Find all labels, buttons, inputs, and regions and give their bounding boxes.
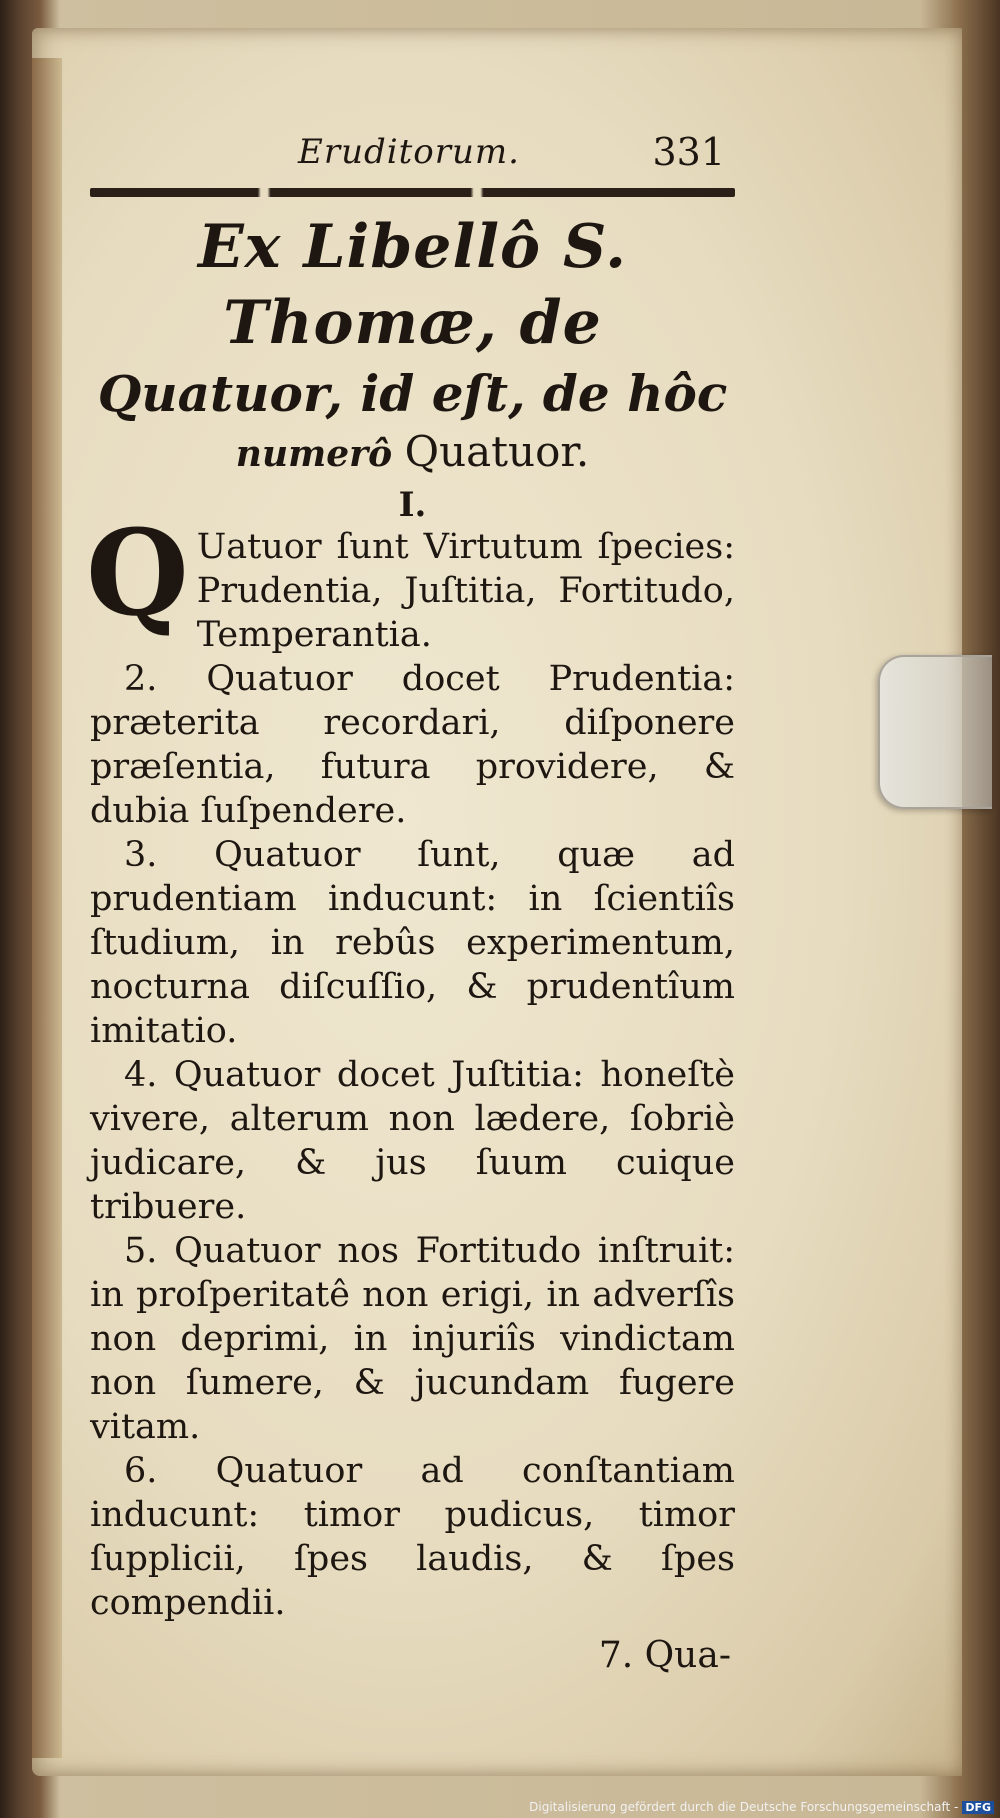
drop-cap: Q bbox=[86, 503, 189, 642]
page-number: 331 bbox=[652, 130, 725, 174]
paragraph-3: 3. Quatuor ſunt, quæ ad prudentiam inducunt: in ſcientiîs ſtudium, in rebûs experimentum, nocturna diſcuſſio, & prudentîum imitatio. bbox=[90, 835, 735, 1051]
paragraph-2: 2. Quatuor docet Prudentia: præterita recordari, diſponere præſentia, futura providere, & dubia ſuſpendere. bbox=[90, 659, 735, 831]
page-clip bbox=[878, 655, 992, 809]
heading-line-3-italic: numerô bbox=[235, 433, 393, 475]
section-heading bbox=[90, 209, 735, 479]
heading-line-1: Ex Libellô S. Thomæ, de bbox=[197, 212, 628, 358]
paragraph-6: 6. Quatuor ad conſtantiam inducunt: timor pudicus, timor ſupplicii, ſpes laudis, & ſpes compendii. bbox=[90, 1451, 735, 1623]
heading-line-3-roman: Quatuor. bbox=[404, 427, 590, 476]
digitization-credit bbox=[529, 1800, 994, 1814]
paragraph-1-text: Uatuor ſunt Virtutum ſpecies: Prudentia, Juſtitia, Fortitudo, Temperantia. bbox=[196, 527, 735, 655]
paragraph-5: 5. Quatuor nos Fortitudo inſtruit: in proſperitatê non erigi, in adverſîs non deprimi, in injuriîs vindictam non ſumere, & jucundam fugere vitam. bbox=[90, 1231, 735, 1447]
section-number: I. bbox=[398, 485, 427, 525]
header-rule bbox=[90, 188, 735, 197]
running-head bbox=[90, 130, 735, 180]
credit-text: Digitalisierung gefördert durch die Deutsche Forschungsgemeinschaft - bbox=[529, 1800, 959, 1814]
heading-line-3 bbox=[90, 427, 735, 479]
paragraph-1 bbox=[86, 503, 735, 657]
dfg-logo: DFG bbox=[962, 1801, 994, 1814]
page-content bbox=[86, 130, 735, 1676]
body-text bbox=[86, 503, 735, 1625]
catchword: 7. Qua- bbox=[598, 1635, 731, 1676]
page-gutter bbox=[32, 58, 62, 1758]
paragraph-4: 4. Quatuor docet Juſtitia: honeſtè vivere, alterum non lædere, ſobriè judicare, & jus ſuum cuique tribuere. bbox=[90, 1055, 735, 1227]
running-head-title: Eruditorum. bbox=[298, 132, 520, 172]
heading-line-2: Quatuor, id eſt, de hôc bbox=[97, 364, 728, 423]
